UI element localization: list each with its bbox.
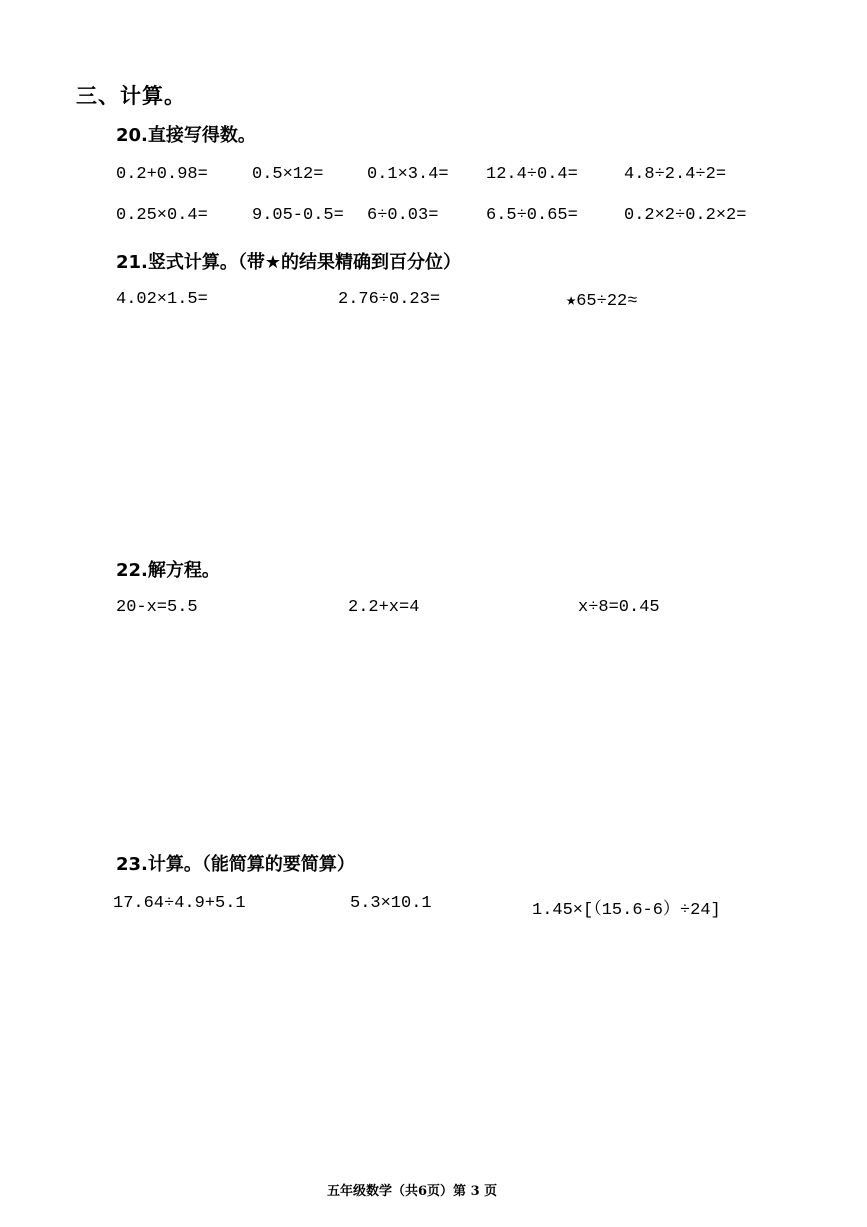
q23-item: 17.64÷4.9+5.1 (113, 894, 246, 913)
q20-row1-item: 0.1×3.4= (367, 165, 449, 184)
section-title: 三、计算。 (76, 84, 186, 108)
q22-item: 20-x=5.5 (116, 598, 198, 617)
question-23-title: 23.计算。（能简算的要简算） (116, 854, 355, 875)
q20-row1-item: 4.8÷2.4÷2= (624, 165, 727, 184)
q20-row2-item: 0.25×0.4= (116, 206, 208, 225)
q22-item: 2.2+x=4 (348, 598, 420, 617)
q21-item: 2.76÷0.23= (338, 290, 441, 309)
q20-row1-item: 12.4÷0.4= (486, 165, 578, 184)
q21-item: 4.02×1.5= (116, 290, 208, 309)
q23-item: 1.45×[（15.6-6）÷24] (532, 901, 721, 920)
q20-row2-item: 6÷0.03= (367, 206, 439, 225)
q20-row2-item: 0.2×2÷0.2×2= (624, 206, 747, 225)
question-22-title: 22.解方程。 (116, 560, 220, 581)
q23-item: 5.3×10.1 (350, 894, 432, 913)
q21-item: ★65÷22≈ (566, 292, 638, 311)
q20-row1-item: 0.5×12= (252, 165, 324, 184)
question-20-title: 20.直接写得数。 (116, 125, 256, 146)
q20-row2-item: 9.05-0.5= (252, 206, 344, 225)
q22-item: x÷8=0.45 (578, 598, 660, 617)
q20-row1-item: 0.2+0.98= (116, 165, 208, 184)
page-footer: 五年级数学（共6页）第 3 页 (327, 1184, 498, 1199)
q20-row2-item: 6.5÷0.65= (486, 206, 578, 225)
question-21-title: 21.竖式计算。（带★的结果精确到百分位） (116, 252, 462, 273)
